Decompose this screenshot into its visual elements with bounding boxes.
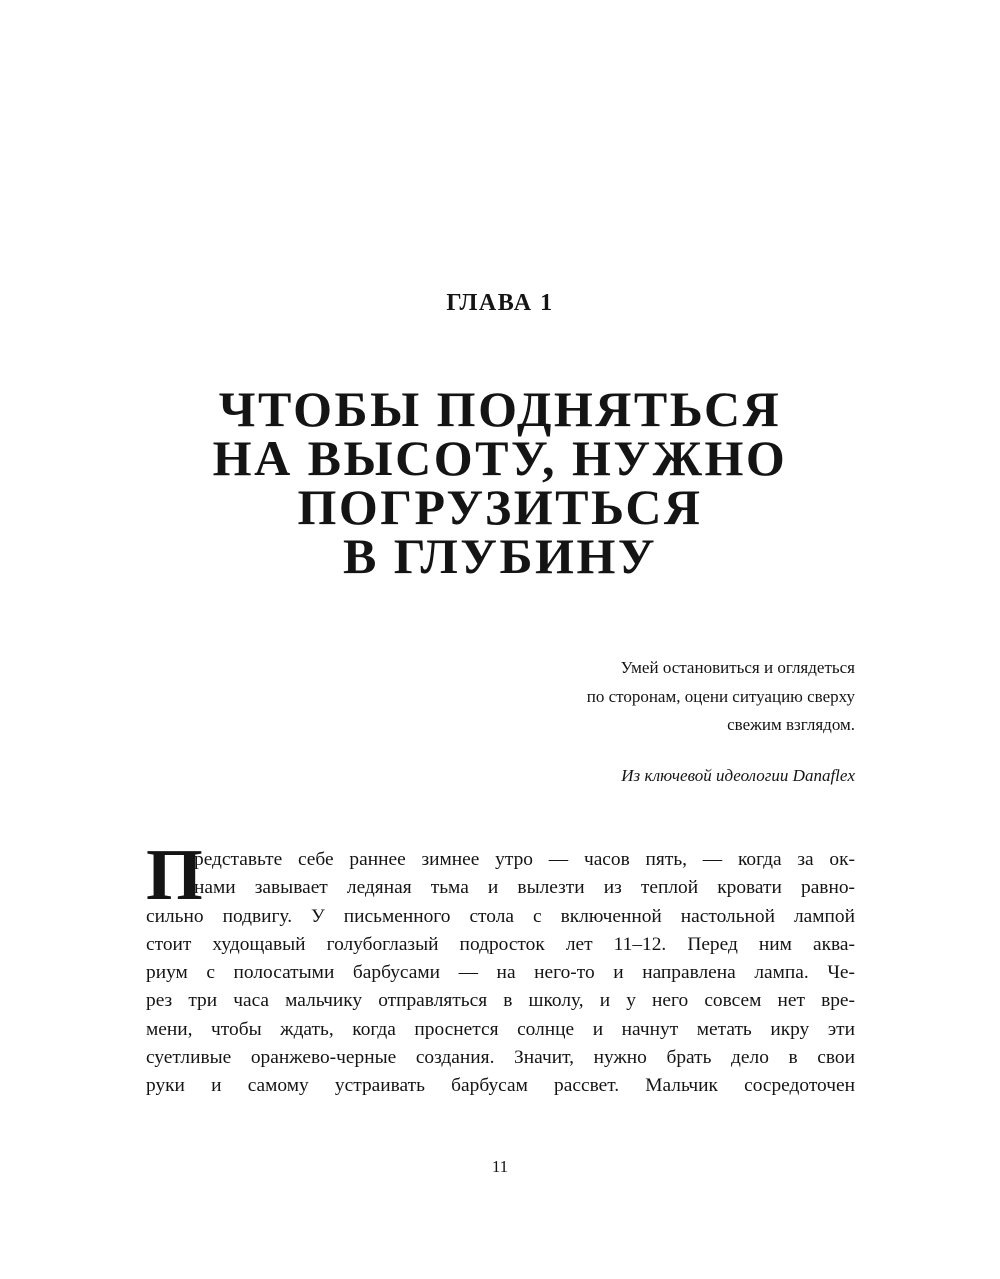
- body-line: мени, чтобы ждать, когда проснется солнце и начнут метать икру эти: [146, 1018, 855, 1040]
- chapter-label: ГЛАВА 1: [446, 290, 554, 316]
- body-line: стоит худощавый голубоглазый подросток лет 11–12. Перед ним аква-: [146, 933, 855, 955]
- chapter-title-line: НА ВЫСОТУ, НУЖНО: [212, 430, 788, 486]
- page-number: 11: [491, 1157, 509, 1176]
- drop-cap: П: [146, 834, 203, 915]
- body-line: рез три часа мальчику отправляться в школу, и у него совсем нет вре-: [146, 990, 855, 1012]
- body-line: суетливые оранжево-черные создания. Значит, нужно брать дело в свои: [146, 1047, 855, 1069]
- body-line: руки и самому устраивать барбусам рассвет. Мальчик сосредоточен: [146, 1075, 855, 1097]
- epigraph-source: Из ключевой идеологии Danaflex: [621, 765, 855, 785]
- epigraph-line: свежим взглядом.: [727, 715, 855, 734]
- epigraph: [435, 654, 855, 790]
- epigraph-line: по сторонам, оцени ситуацию сверху: [586, 686, 855, 706]
- body-line: редставьте себе раннее зимнее утро — часов пять, — когда за ок-: [194, 849, 855, 870]
- chapter-title-line: ПОГРУЗИТЬСЯ: [297, 479, 703, 535]
- body-line: риум с полосатыми барбусами — на него-то и направлена лампа. Че-: [146, 962, 855, 984]
- body-paragraph: [146, 834, 855, 1101]
- chapter-title: [100, 381, 900, 584]
- chapter-title-line: В ГЛУБИНУ: [342, 528, 658, 584]
- body-line: сильно подвигу. У письменного стола с включенной настольной лампой: [146, 905, 855, 927]
- chapter-title-line: ЧТОБЫ ПОДНЯТЬСЯ: [218, 381, 782, 437]
- body-line: нами завывает ледяная тьма и вылезти из теплой кровати равно-: [194, 877, 855, 899]
- epigraph-line: Умей остановиться и оглядеться: [620, 658, 855, 677]
